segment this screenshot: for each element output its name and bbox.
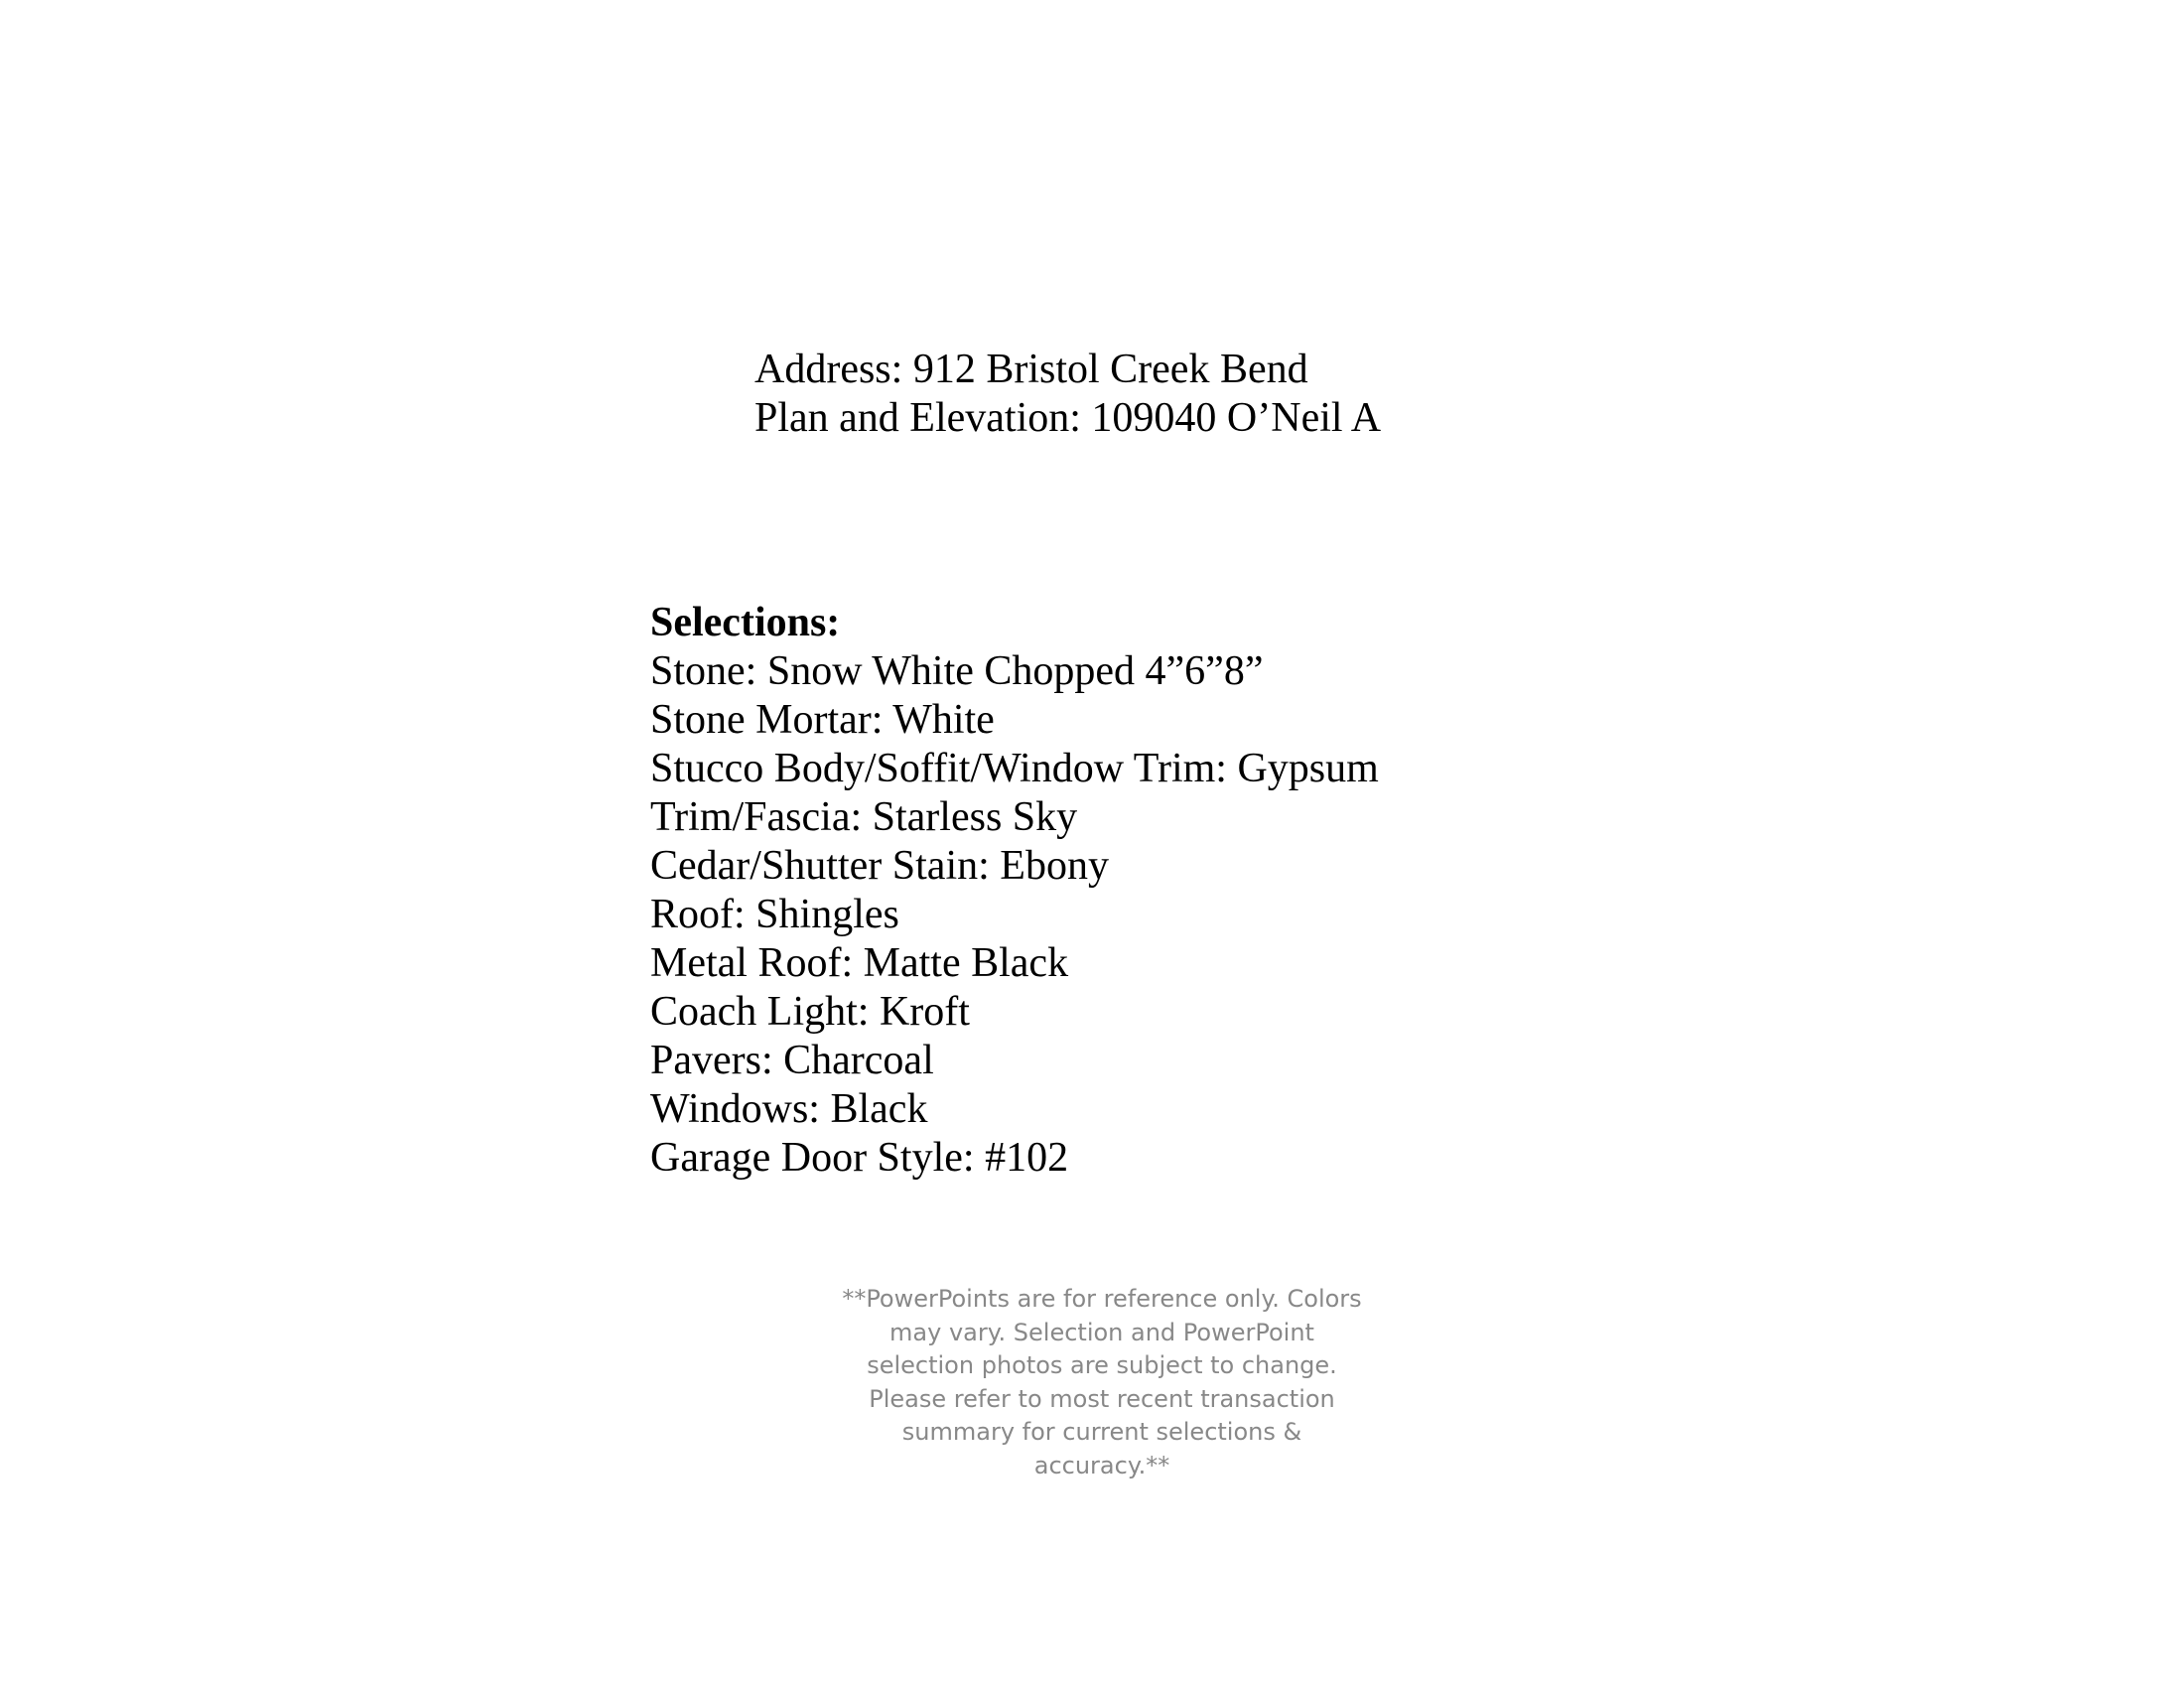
selection-windows: Windows: Black [650,1086,928,1132]
selection-trim-fascia: Trim/Fascia: Starless Sky [650,794,1078,840]
selections-list [650,599,1379,1183]
selection-pavers: Pavers: Charcoal [650,1038,934,1083]
selections-heading: Selections: [650,600,841,645]
selection-cedar-shutter-stain: Cedar/Shutter Stain: Ebony [650,843,1109,889]
address-line: Address: 912 Bristol Creek Bend [754,347,1308,392]
selection-stucco-body: Stucco Body/Soffit/Window Trim: Gypsum [650,746,1379,791]
selection-roof: Roof: Shingles [650,892,899,937]
selection-metal-roof: Metal Roof: Matte Black [650,940,1069,986]
disclaimer-note: **PowerPoints are for reference only. Colors may vary. Selection and PowerPoint selection photos are subject to change. Please refer to most recent transaction summary for current selections & accuracy.** [842,1285,1362,1479]
selection-stone-mortar: Stone Mortar: White [650,697,995,743]
selection-coach-light: Coach Light: Kroft [650,989,970,1035]
selection-garage-door-style: Garage Door Style: #102 [650,1135,1069,1181]
selection-stone: Stone: Snow White Chopped 4”6”8” [650,648,1264,694]
property-header [754,346,1381,443]
plan-elevation-line: Plan and Elevation: 109040 O’Neil A [754,395,1382,441]
